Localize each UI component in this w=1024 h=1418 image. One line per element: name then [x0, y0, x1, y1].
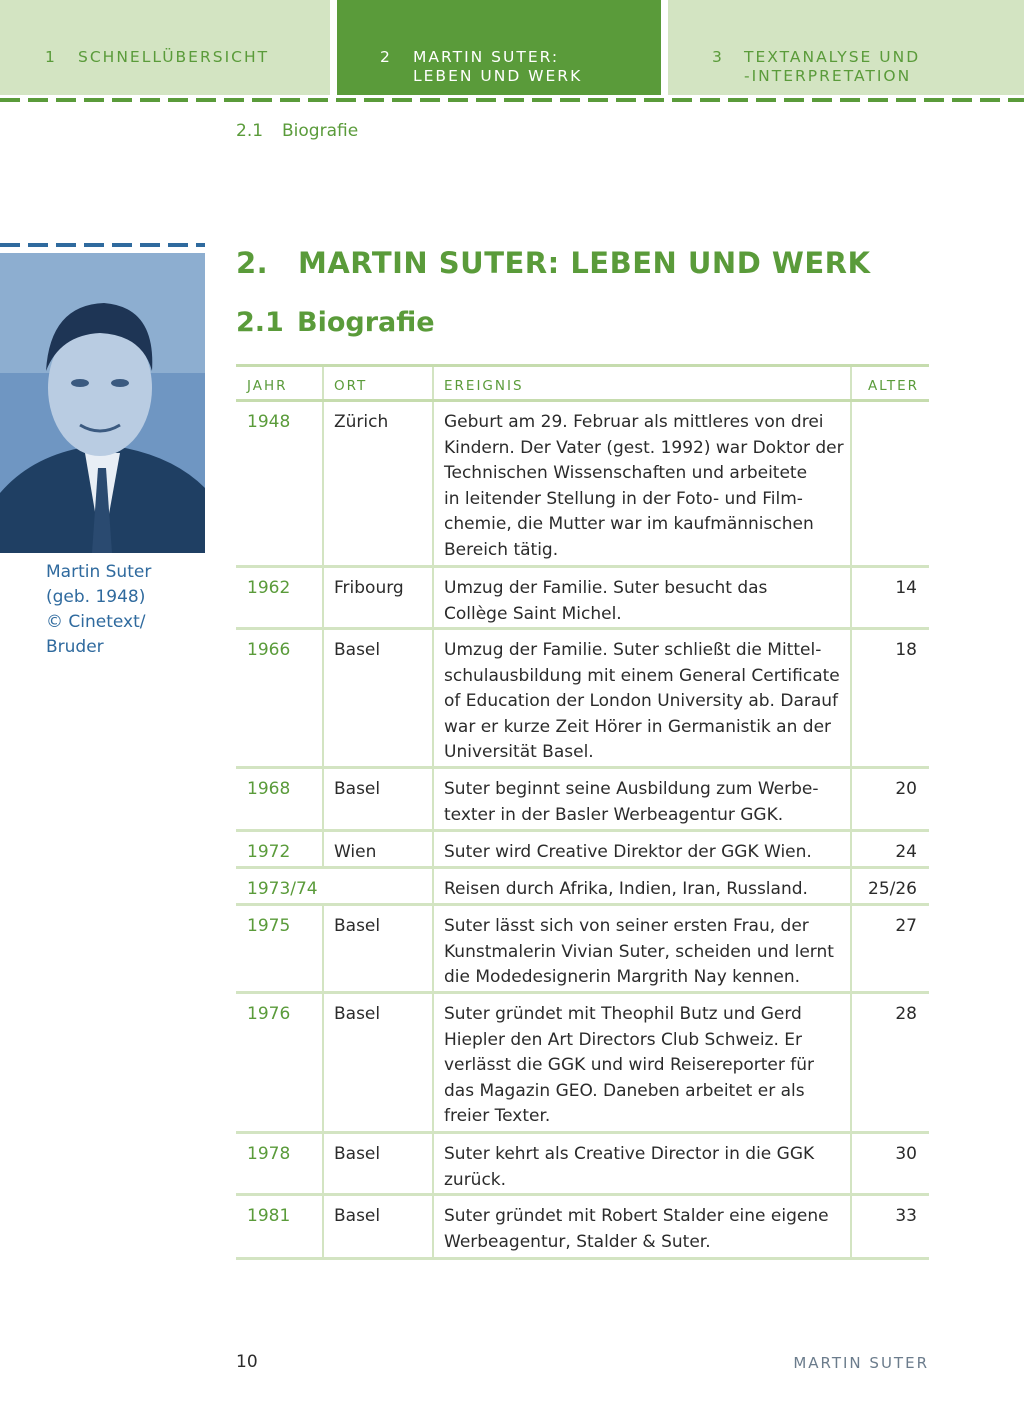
author-photo — [0, 253, 205, 553]
year-cell: 1981 — [247, 1206, 291, 1226]
chapter-number: 2. — [236, 246, 269, 280]
column-divider — [322, 832, 324, 866]
section-title: Biografie — [297, 307, 435, 338]
tab-textanalyse[interactable] — [668, 0, 1024, 95]
year-cell: 1962 — [247, 578, 291, 598]
event-cell: Umzug der Familie. Suter besucht das Collège Saint Michel. — [444, 578, 768, 624]
column-divider — [432, 1196, 434, 1257]
section-heading — [236, 307, 435, 338]
column-header-ereignis: EREIGNIS — [444, 378, 524, 394]
place-cell: Basel — [334, 640, 381, 660]
event-cell: Reisen durch Afrika, Indien, Iran, Russland. — [444, 879, 808, 899]
column-divider — [432, 769, 434, 829]
column-divider — [850, 568, 852, 627]
column-divider — [850, 1196, 852, 1257]
column-divider — [432, 402, 434, 565]
breadcrumb-label: Biografie — [282, 121, 359, 141]
column-divider — [322, 769, 324, 829]
year-cell: 1972 — [247, 842, 291, 862]
page-number: 10 — [236, 1352, 258, 1372]
table-row — [236, 906, 929, 994]
table-row — [236, 1196, 929, 1260]
photo-caption: Martin Suter (geb. 1948) © Cinetext/ Bruder — [46, 562, 152, 657]
breadcrumb-number: 2.1 — [236, 121, 264, 141]
column-divider — [432, 568, 434, 627]
column-divider — [432, 994, 434, 1131]
column-divider — [322, 1196, 324, 1257]
tab-label: MARTIN SUTER: LEBEN UND WERK — [413, 48, 583, 85]
place-cell: Basel — [334, 1144, 381, 1164]
place-cell: Wien — [334, 842, 377, 862]
column-divider — [322, 630, 324, 766]
age-cell: 20 — [895, 779, 917, 799]
section-number: 2.1 — [236, 307, 284, 338]
place-cell: Basel — [334, 1206, 381, 1226]
event-cell: Geburt am 29. Februar als mittleres von drei Kindern. Der Vater (gest. 1992) war Doktor der Technischen Wissenschaften und arbeitete in leitender Stellung in der Foto- und Film- chemie, die Mutter war im kaufmännischen Bereich tätig. — [444, 412, 844, 560]
event-cell: Suter gründet mit Robert Stalder eine eigene Werbeagentur, Stalder & Suter. — [444, 1206, 829, 1252]
table-row — [236, 1134, 929, 1196]
tab-label: TEXTANALYSE UND -INTERPRETATION — [744, 48, 921, 85]
column-divider — [432, 869, 434, 903]
place-cell: Basel — [334, 1004, 381, 1024]
year-cell: 1948 — [247, 412, 291, 432]
event-cell: Suter kehrt als Creative Director in die GGK zurück. — [444, 1144, 815, 1190]
age-cell: 25/26 — [868, 879, 917, 899]
table-row — [236, 630, 929, 769]
year-cell: 1978 — [247, 1144, 291, 1164]
column-divider — [432, 832, 434, 866]
column-divider — [432, 1134, 434, 1193]
tab-number: 3 — [712, 48, 724, 66]
event-cell: Suter gründet mit Theophil Butz und Gerd Hiepler den Art Directors Club Schweiz. Er verlässt die GGK und wird Reisereporter für das Magazin GEO. Daneben arbeitet er als freier Texter. — [444, 1004, 815, 1127]
table-row — [236, 568, 929, 630]
column-divider — [322, 994, 324, 1131]
event-cell: Suter lässt sich von seiner ersten Frau, der Kunstmalerin Vivian Suter, scheiden und lernt die Modedesignerin Margrith Nay kennen. — [444, 916, 834, 988]
biography-table — [236, 364, 929, 1260]
table-row — [236, 402, 929, 568]
column-header-jahr: JAHR — [247, 378, 288, 394]
column-divider — [850, 367, 852, 399]
tab-schnelluebersicht[interactable] — [0, 0, 330, 95]
chapter-heading — [236, 246, 870, 280]
column-divider — [432, 367, 434, 399]
year-cell: 1976 — [247, 1004, 291, 1024]
column-header-alter: ALTER — [867, 378, 919, 394]
column-divider — [850, 869, 852, 903]
column-divider — [850, 994, 852, 1131]
column-divider — [850, 1134, 852, 1193]
table-row — [236, 832, 929, 869]
tab-leben-und-werk[interactable] — [337, 0, 661, 95]
place-cell: Zürich — [334, 412, 389, 432]
column-divider — [432, 630, 434, 766]
column-divider — [432, 906, 434, 991]
tab-label: SCHNELLÜBERSICHT — [78, 48, 270, 66]
column-divider — [322, 1134, 324, 1193]
table-row — [236, 769, 929, 832]
dashed-divider — [0, 98, 1024, 102]
dashed-divider-left — [0, 243, 205, 247]
place-cell: Basel — [334, 779, 381, 799]
year-cell: 1966 — [247, 640, 291, 660]
running-footer-title: MARTIN SUTER — [793, 1354, 929, 1372]
age-cell: 28 — [895, 1004, 917, 1024]
column-divider — [850, 832, 852, 866]
column-divider — [322, 906, 324, 991]
column-divider — [322, 367, 324, 399]
chapter-title: MARTIN SUTER: LEBEN UND WERK — [298, 246, 871, 280]
tab-number: 1 — [45, 48, 57, 66]
place-cell: Fribourg — [334, 578, 404, 598]
table-row — [236, 869, 929, 906]
year-cell: 1973/74 — [247, 879, 318, 899]
age-cell: 14 — [895, 578, 917, 598]
column-divider — [322, 568, 324, 627]
age-cell: 30 — [895, 1144, 917, 1164]
year-cell: 1968 — [247, 779, 291, 799]
event-cell: Suter beginnt seine Ausbildung zum Werbe- texter in der Basler Werbeagentur GGK. — [444, 779, 819, 825]
tab-number: 2 — [380, 48, 392, 66]
event-cell: Umzug der Familie. Suter schließt die Mittel- schulausbildung mit einem General Certificate of Education der London University ab. Darauf war er kurze Zeit Hörer in Germanistik an der Universität Basel. — [444, 640, 840, 763]
place-cell: Basel — [334, 916, 381, 936]
event-cell: Suter wird Creative Direktor der GGK Wien. — [444, 842, 812, 862]
age-cell: 18 — [895, 640, 917, 660]
age-cell: 24 — [895, 842, 917, 862]
breadcrumb — [236, 121, 358, 141]
age-cell: 27 — [895, 916, 917, 936]
column-divider — [322, 402, 324, 565]
column-header-ort: ORT — [334, 378, 368, 394]
table-header — [236, 364, 929, 402]
table-row — [236, 994, 929, 1134]
year-cell: 1975 — [247, 916, 291, 936]
column-divider — [850, 402, 852, 565]
column-divider — [850, 769, 852, 829]
age-cell: 33 — [895, 1206, 917, 1226]
column-divider — [850, 630, 852, 766]
column-divider — [850, 906, 852, 991]
